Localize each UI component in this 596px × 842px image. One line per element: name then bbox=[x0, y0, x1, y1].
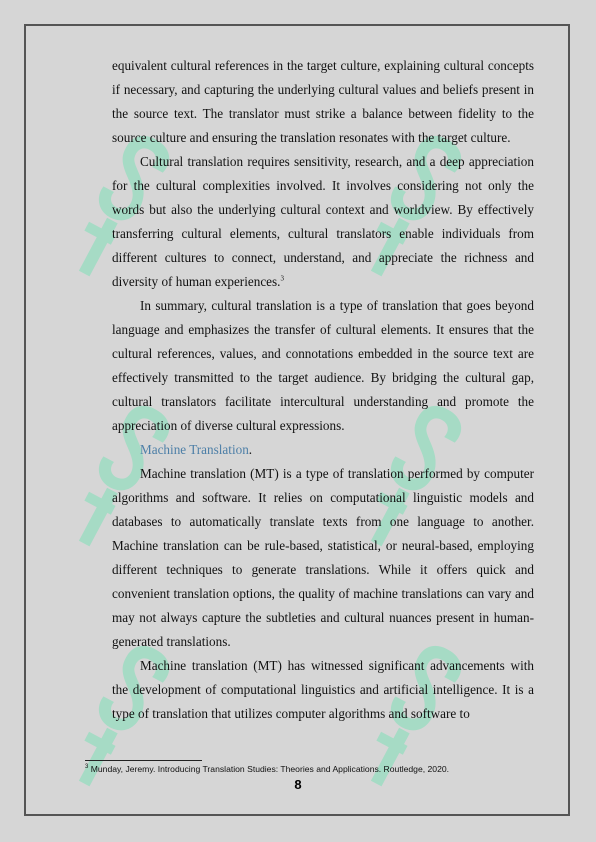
paragraph: equivalent cultural references in the target culture, explaining cultural concepts if necessary, and capturing the underlying cultural values and beliefs present in the source text. The translator must strike a balance between fidelity to the source culture and ensuring the translation resonates with the target culture. bbox=[112, 58, 534, 145]
footnote bbox=[85, 764, 545, 774]
section-heading bbox=[112, 438, 534, 462]
page-number: 8 bbox=[294, 777, 302, 792]
footnote-text: Munday, Jeremy. Introducing Translation Studies: Theories and Applications. Routledge, 2020. bbox=[90, 764, 450, 774]
footnote-number: 3 bbox=[85, 764, 89, 771]
heading-period: . bbox=[248, 442, 253, 457]
paragraph: Machine translation (MT) has witnessed significant advancements with the development of computational linguistics and artificial intelligence. It is a type of translation that utilizes computer algorithms and software to bbox=[112, 658, 534, 721]
paragraph: Machine translation (MT) is a type of translation performed by computer algorithms and software. It relies on computational linguistic models and databases to automatically translate texts from one language to another. Machine translation can be rule-based, statistical, or neural-based, employing different techniques to generate translations. While it offers quick and convenient translation options, the quality of machine translations can vary and may not always capture the subtleties and cultural nuances present in human-generated translations. bbox=[112, 466, 534, 649]
section-heading-text: Machine Translation bbox=[140, 442, 249, 457]
paragraph-text: Cultural translation requires sensitivity, research, and a deep appreciation for the cultural complexities involved. It involves considering not only the words but also the underlying cultural context and worldview. By effectively transferring cultural elements, cultural translators enable individuals from different cultures to connect, understand, and appreciate the richness and diversity of human experiences. bbox=[112, 154, 534, 289]
footnote-reference[interactable]: 3 bbox=[280, 274, 284, 283]
paragraph bbox=[112, 150, 534, 294]
footnote-separator bbox=[85, 760, 202, 761]
paragraph: In summary, cultural translation is a type of translation that goes beyond language and emphasizes the transfer of cultural elements. It ensures that the cultural references, values, and connotations embedded in the source text are effectively transmitted to the target audience. By bridging the cultural gap, cultural translators facilitate intercultural understanding and promote the appreciation of diverse cultural expressions. bbox=[112, 298, 534, 433]
document-body bbox=[112, 54, 534, 726]
